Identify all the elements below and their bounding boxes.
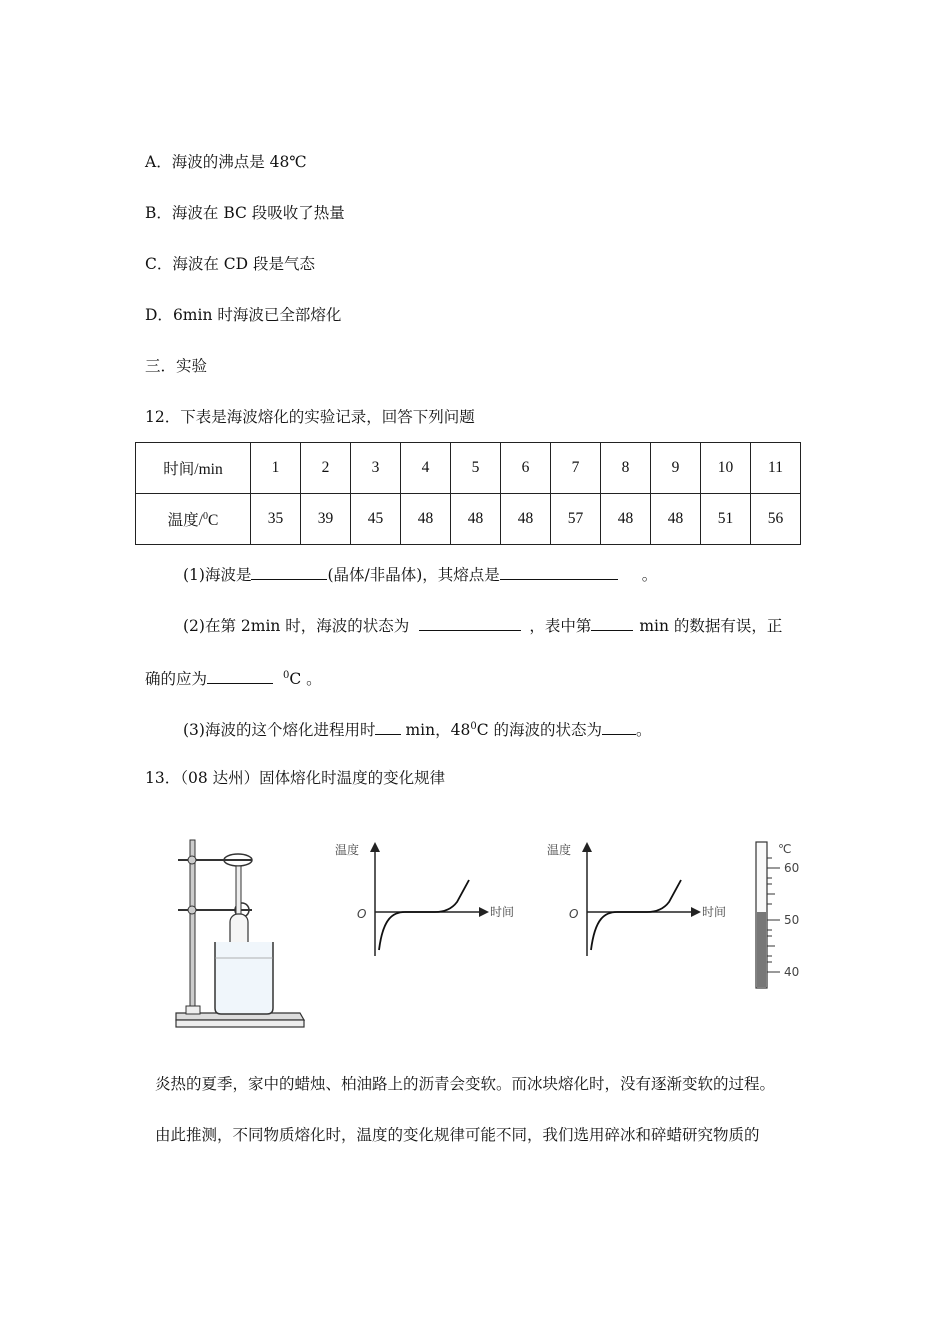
table-cell: 7	[551, 443, 601, 494]
answer-blank[interactable]	[251, 564, 327, 580]
table-row-time	[136, 443, 801, 494]
option-d: D．6min 时海波已全部熔化	[145, 306, 342, 324]
temperature-time-graph-1	[325, 838, 525, 963]
table-cell: 10	[701, 443, 751, 494]
table-header-temperature: 温度/$^0$C	[136, 494, 251, 545]
q12-part-1: (1)海波是 (晶体/非晶体)，其熔点是 。	[183, 566, 658, 584]
q12-part-3: (3)海波的这个熔化进程用时 min，$48^0C$ 的海波的状态为 。	[183, 721, 652, 739]
graph-x-label: 时间	[702, 905, 727, 919]
table-cell: 48	[451, 494, 501, 545]
table-cell: 1	[251, 443, 301, 494]
thermometer-illustration	[748, 838, 808, 993]
answer-blank[interactable]	[602, 719, 636, 735]
thermometer-liquid	[757, 912, 766, 987]
graph-origin-label: O	[569, 907, 579, 921]
table-cell: 2	[301, 443, 351, 494]
table-cell: 3	[351, 443, 401, 494]
answer-blank[interactable]	[375, 719, 401, 735]
thermometer-tick-label: 60	[784, 861, 800, 875]
q13-paragraph-line-2: 由此推测，不同物质熔化时，温度的变化规律可能不同，我们选用碎冰和碎蜡研究物质的	[155, 1126, 760, 1144]
table-header-time: 时间/min	[136, 443, 251, 494]
table-cell: 51	[701, 494, 751, 545]
q13-paragraph-line-1: 炎热的夏季，家中的蜡烛、柏油路上的沥青会变软。而冰块熔化时，没有逐渐变软的过程。	[155, 1075, 776, 1093]
question-12-title: 12．下表是海波熔化的实验记录，回答下列问题	[145, 408, 475, 426]
graph-curve	[591, 880, 681, 950]
graph-y-label: 温度	[547, 843, 572, 857]
table-cell: 4	[401, 443, 451, 494]
answer-blank[interactable]	[591, 615, 633, 631]
table-cell: 48	[651, 494, 701, 545]
table-cell: 57	[551, 494, 601, 545]
table-cell: 5	[451, 443, 501, 494]
answer-blank[interactable]	[419, 615, 521, 631]
melting-data-table	[135, 442, 801, 545]
section-heading: 三．实验	[145, 357, 208, 375]
temperature-time-graph-2	[545, 838, 745, 963]
option-b: B．海波在 BC 段吸收了热量	[145, 204, 345, 222]
apparatus-illustration	[160, 830, 310, 1035]
table-cell: 8	[601, 443, 651, 494]
table-cell: 48	[501, 494, 551, 545]
table-cell: 35	[251, 494, 301, 545]
option-c: C．海波在 CD 段是气态	[145, 255, 316, 273]
table-cell: 9	[651, 443, 701, 494]
table-cell: 45	[351, 494, 401, 545]
option-a: A．海波的沸点是 48℃	[145, 153, 307, 171]
answer-blank[interactable]	[500, 564, 618, 580]
graph-y-label: 温度	[335, 843, 360, 857]
question-13-title: 13．（08 达州）固体熔化时温度的变化规律	[145, 769, 446, 787]
table-cell: 39	[301, 494, 351, 545]
graph-curve	[379, 880, 469, 950]
table-cell: 6	[501, 443, 551, 494]
thermometer-unit: ℃	[778, 842, 792, 856]
thermometer-tick-label: 40	[784, 965, 800, 979]
table-cell: 48	[601, 494, 651, 545]
table-row-temperature	[136, 494, 801, 545]
table-cell: 11	[751, 443, 801, 494]
q12-part-2: (2)在第 2min 时，海波的状态为 ，表中第 min 的数据有误，正	[183, 617, 783, 635]
table-cell: 56	[751, 494, 801, 545]
table-cell: 48	[401, 494, 451, 545]
graph-origin-label: O	[357, 907, 367, 921]
graph-x-label: 时间	[490, 905, 515, 919]
answer-blank[interactable]	[207, 668, 273, 684]
q12-part-2-cont: 确的应为 $^0$C 。	[145, 670, 322, 688]
thermometer-tick-label: 50	[784, 913, 800, 927]
